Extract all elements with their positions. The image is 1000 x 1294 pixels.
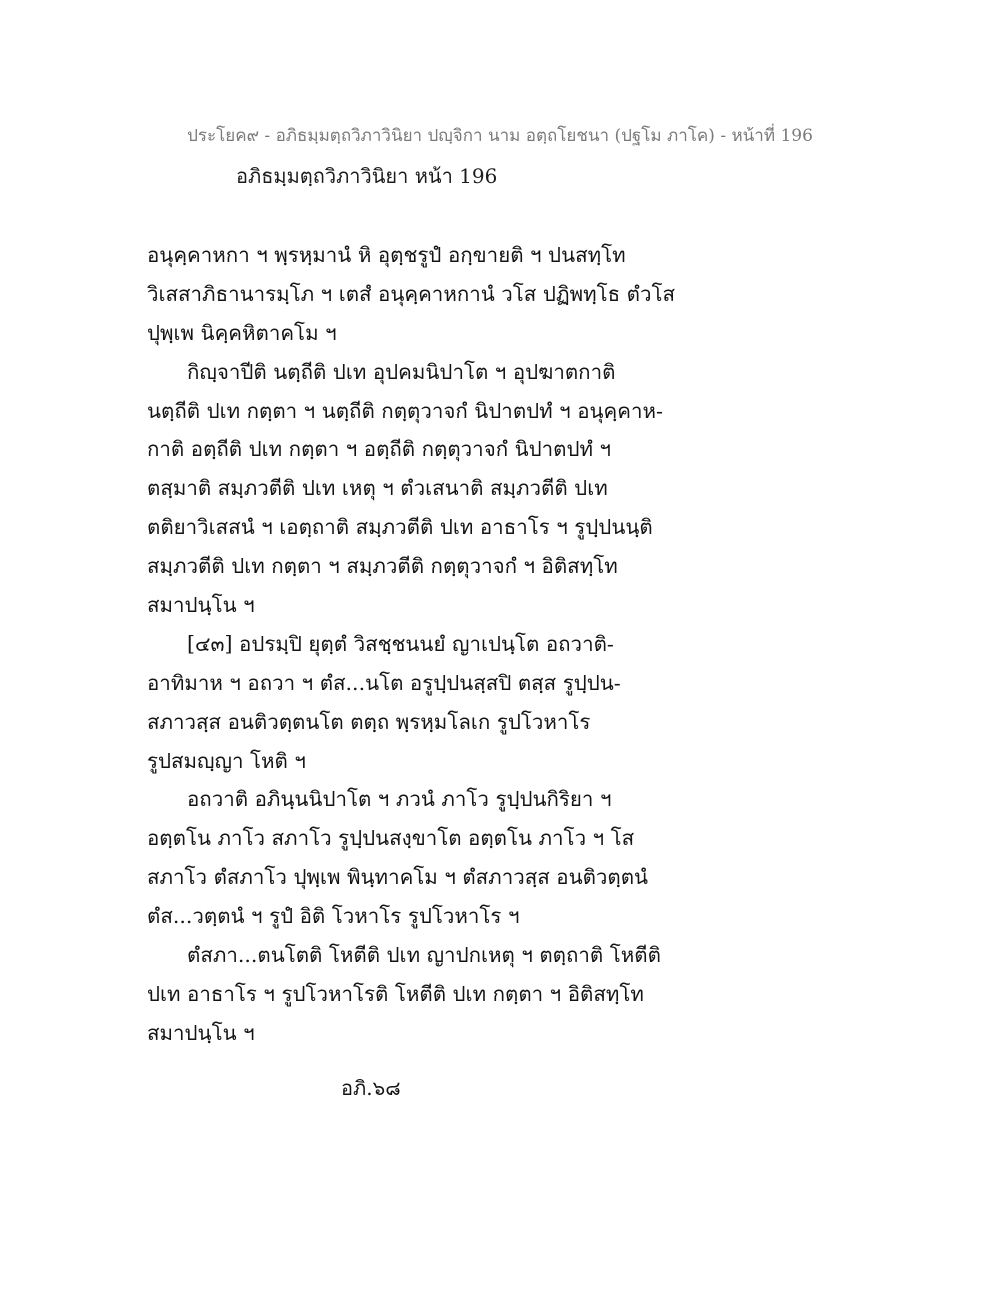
paragraph-start-line: [๔๓] อปรมฺปิ ยุตฺตํ วิสชฺชนนยํ ญาเปนฺโต อถวาติ-: [187, 631, 614, 656]
text-line: สภาวสฺส อนติวตฺตนโต ตตฺถ พฺรหฺมโลเก รูปโวหาโร: [147, 709, 591, 734]
running-header: [0, 122, 1000, 149]
text-line: อนุคฺคาหกา ฯ พฺรหฺมานํ หิ อุตฺชรูปํ อกฺขายติ ฯ ปนสทฺโท: [147, 243, 626, 267]
body-text: [147, 236, 867, 1053]
paragraph-start-line: อถวาติ อภินฺนนิปาโต ฯ ภวนํ ภาโว รูปฺปนกิริยา ฯ: [187, 787, 612, 812]
text-line: ตติยาวิเสสนํ ฯ เอตฺถาติ สมฺภวตีติ ปเท อาธาโร ฯ รูปฺปนนฺติ: [147, 515, 653, 540]
text-line: สภาโว ตํสภาโว ปุพฺเพ พินฺทาคโม ฯ ตํสภาวสฺส อนติวตฺตนํ: [147, 865, 649, 890]
text-line: วิเสสาภิธานารมฺโภ ฯ เตสํ อนุคฺคาหกานํ วโส ปฏิพทฺโธ ตํวโส: [147, 281, 676, 306]
paragraph-start-line: กิญฺจาปีติ นตฺถีติ ปเท อุปคมนิปาโต ฯ อุปฆาตกาติ: [187, 359, 616, 384]
text-line: สมาปนฺโน ฯ: [147, 1020, 255, 1045]
text-line: อตฺตโน ภาโว สภาโว รูปฺปนสงฺขาโต อตฺตโน ภาโว ฯ โส: [147, 826, 635, 851]
text-line: อาทิมาห ฯ อถวา ฯ ตํส...นโต อรูปฺปนสฺสปิ ตสฺส รูปฺปน-: [147, 670, 621, 695]
text-line: รูปสมญฺญา โหติ ฯ: [147, 748, 306, 773]
text-line: ตสฺมาติ สมฺภวตีติ ปเท เหตุ ฯ ตํวเสนาติ สมฺภวตีติ ปเท: [147, 476, 608, 501]
page-footer-reference: อภิ.๖๘: [341, 1076, 401, 1100]
text-line: ปเท อาธาโร ฯ รูปโวหาโรติ โหตีติ ปเท กตฺตา ฯ อิติสทฺโท: [147, 981, 644, 1006]
text-line: สมาปนฺโน ฯ: [147, 593, 255, 618]
paragraph-start-line: ตํสภา...ตนโตติ โหตีติ ปเท ญาปกเหตุ ฯ ตตฺถาติ โหตีติ: [187, 943, 661, 968]
text-line: ตํส...วตฺตนํ ฯ รูปํ อิติ โวหาโร รูปโวหาโร ฯ: [147, 904, 520, 929]
text-line: นตฺถีติ ปเท กตฺตา ฯ นตฺถีติ กตฺตุวาจกํ นิปาตปทํ ฯ อนุคฺคาห-: [147, 398, 663, 423]
text-line: สมฺภวตีติ ปเท กตฺตา ฯ สมฺภวตีติ กตฺตุวาจกํ ฯ อิติสทฺโท: [147, 554, 618, 579]
text-line: กาติ อตฺถีติ ปเท กตฺตา ฯ อตฺถีติ กตฺตุวาจกํ นิปาตปทํ ฯ: [147, 437, 612, 462]
text-line: ปุพฺเพ นิคฺคหิตาคโม ฯ: [147, 320, 337, 345]
book-title: อภิธมฺมตฺถวิภาวินิยา หน้า 196: [236, 164, 498, 188]
running-header-text: ประโยค๙ - อภิธมฺมตฺถวิภาวินิยา ปญฺจิกา นาม อตฺถโยชนา (ปฐโม ภาโค) - หน้าที่ 196: [187, 126, 813, 146]
